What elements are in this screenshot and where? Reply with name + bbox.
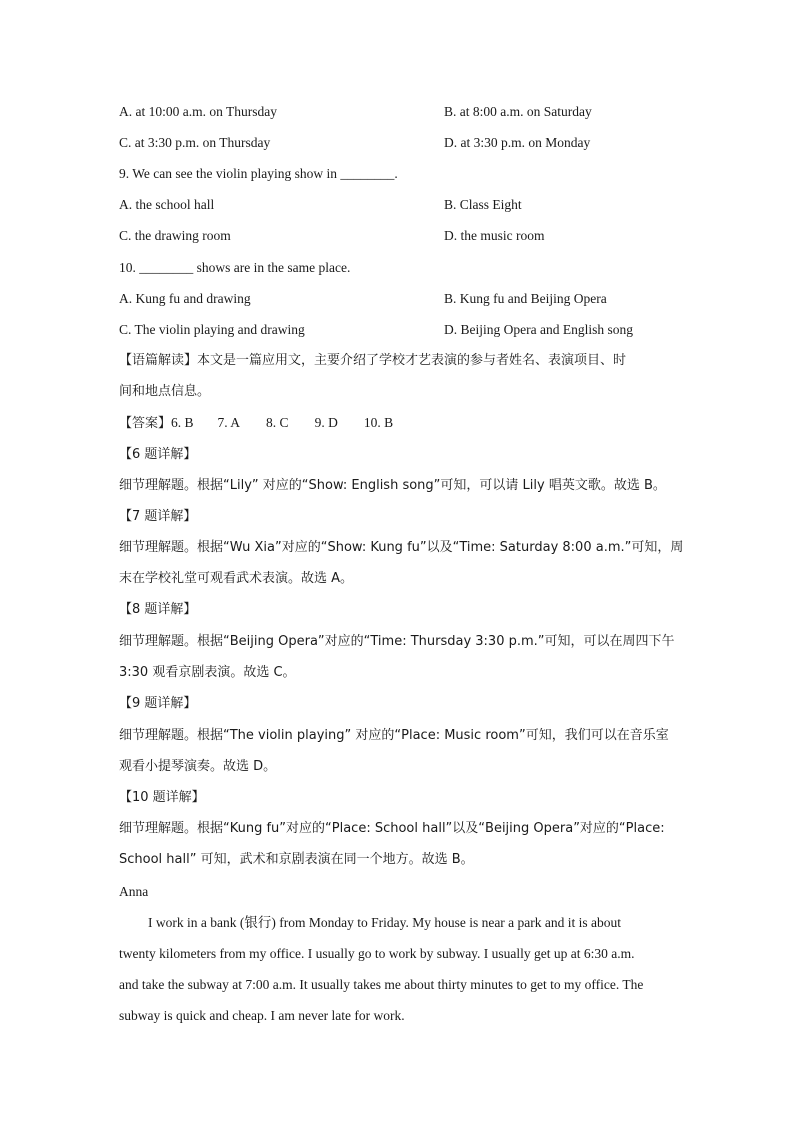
q8-option-b: B. at 8:00 a.m. on Saturday bbox=[444, 104, 592, 119]
passage-line-2: twenty kilometers from my office. I usually go to work by subway. I usually get up at 6:30 a.m. bbox=[119, 946, 635, 961]
detail-9-line-1: 细节理解题。根据“The violin playing” 对应的“Place: Music room”可知，我们可以在音乐室 bbox=[119, 728, 669, 743]
detail-8-line-2: 3:30 观看京剧表演。故选 C。 bbox=[119, 665, 296, 680]
q9-stem: 9. We can see the violin playing show in ________. bbox=[119, 166, 398, 181]
detail-8-title: 【8 题详解】 bbox=[119, 602, 197, 617]
q10-option-b: B. Kung fu and Beijing Opera bbox=[444, 291, 607, 306]
answer-row bbox=[119, 414, 679, 433]
detail-9-title: 【9 题详解】 bbox=[119, 696, 197, 711]
detail-10-line-1: 细节理解题。根据“Kung fu”对应的“Place: School hall”以及“Beijing Opera”对应的“Place: bbox=[119, 821, 665, 836]
passage-line-3: and take the subway at 7:00 a.m. It usually takes me about thirty minutes to get to my office. The bbox=[119, 977, 644, 992]
reading-note-line-2: 间和地点信息。 bbox=[119, 384, 211, 399]
answer-8: 8. C bbox=[266, 415, 289, 430]
detail-10-line-2: School hall” 可知，武术和京剧表演在同一个地方。故选 B。 bbox=[119, 852, 474, 867]
q9-option-c: C. the drawing room bbox=[119, 228, 231, 243]
detail-9-line-2: 观看小提琴演奏。故选 D。 bbox=[119, 759, 277, 774]
answer-6: 6. B bbox=[171, 415, 194, 430]
q8-option-c: C. at 3:30 p.m. on Thursday bbox=[119, 135, 271, 150]
detail-10-title: 【10 题详解】 bbox=[119, 790, 205, 805]
answer-label: 【答案】 bbox=[119, 416, 172, 431]
answer-7: 7. A bbox=[217, 415, 241, 430]
passage-line-4: subway is quick and cheap. I am never late for work. bbox=[119, 1008, 405, 1023]
passage-speaker-name: Anna bbox=[119, 884, 149, 899]
q10-option-d: D. Beijing Opera and English song bbox=[444, 322, 633, 337]
q8-option-d: D. at 3:30 p.m. on Monday bbox=[444, 135, 591, 150]
q10-option-c: C. The violin playing and drawing bbox=[119, 322, 305, 337]
reading-note-line-1: 【语篇解读】本文是一篇应用文，主要介绍了学校才艺表演的参与者姓名、表演项目、时 bbox=[119, 353, 627, 368]
detail-8-line-1: 细节理解题。根据“Beijing Opera”对应的“Time: Thursday 3:30 p.m.”可知，可以在周四下午 bbox=[119, 634, 675, 649]
detail-7-title: 【7 题详解】 bbox=[119, 509, 197, 524]
detail-6-title: 【6 题详解】 bbox=[119, 447, 197, 462]
passage-line-1: I work in a bank (银行) from Monday to Friday. My house is near a park and it is about bbox=[148, 915, 622, 930]
q9-option-a: A. the school hall bbox=[119, 197, 215, 212]
q10-option-a: A. Kung fu and drawing bbox=[119, 291, 251, 306]
q8-option-a: A. at 10:00 a.m. on Thursday bbox=[119, 104, 277, 119]
detail-7-line-2: 末在学校礼堂可观看武术表演。故选 A。 bbox=[119, 571, 354, 586]
answer-9: 9. D bbox=[314, 415, 338, 430]
detail-7-line-1: 细节理解题。根据“Wu Xia”对应的“Show: Kung fu”以及“Time: Saturday 8:00 a.m.”可知，周 bbox=[119, 540, 684, 555]
answer-10: 10. B bbox=[363, 415, 394, 430]
detail-6-line-1: 细节理解题。根据“Lily” 对应的“Show: English song”可知，可以请 Lily 唱英文歌。故选 B。 bbox=[119, 478, 666, 493]
q10-stem: 10. ________ shows are in the same place. bbox=[119, 260, 351, 275]
q9-option-b: B. Class Eight bbox=[444, 197, 522, 212]
q9-option-d: D. the music room bbox=[444, 228, 545, 243]
